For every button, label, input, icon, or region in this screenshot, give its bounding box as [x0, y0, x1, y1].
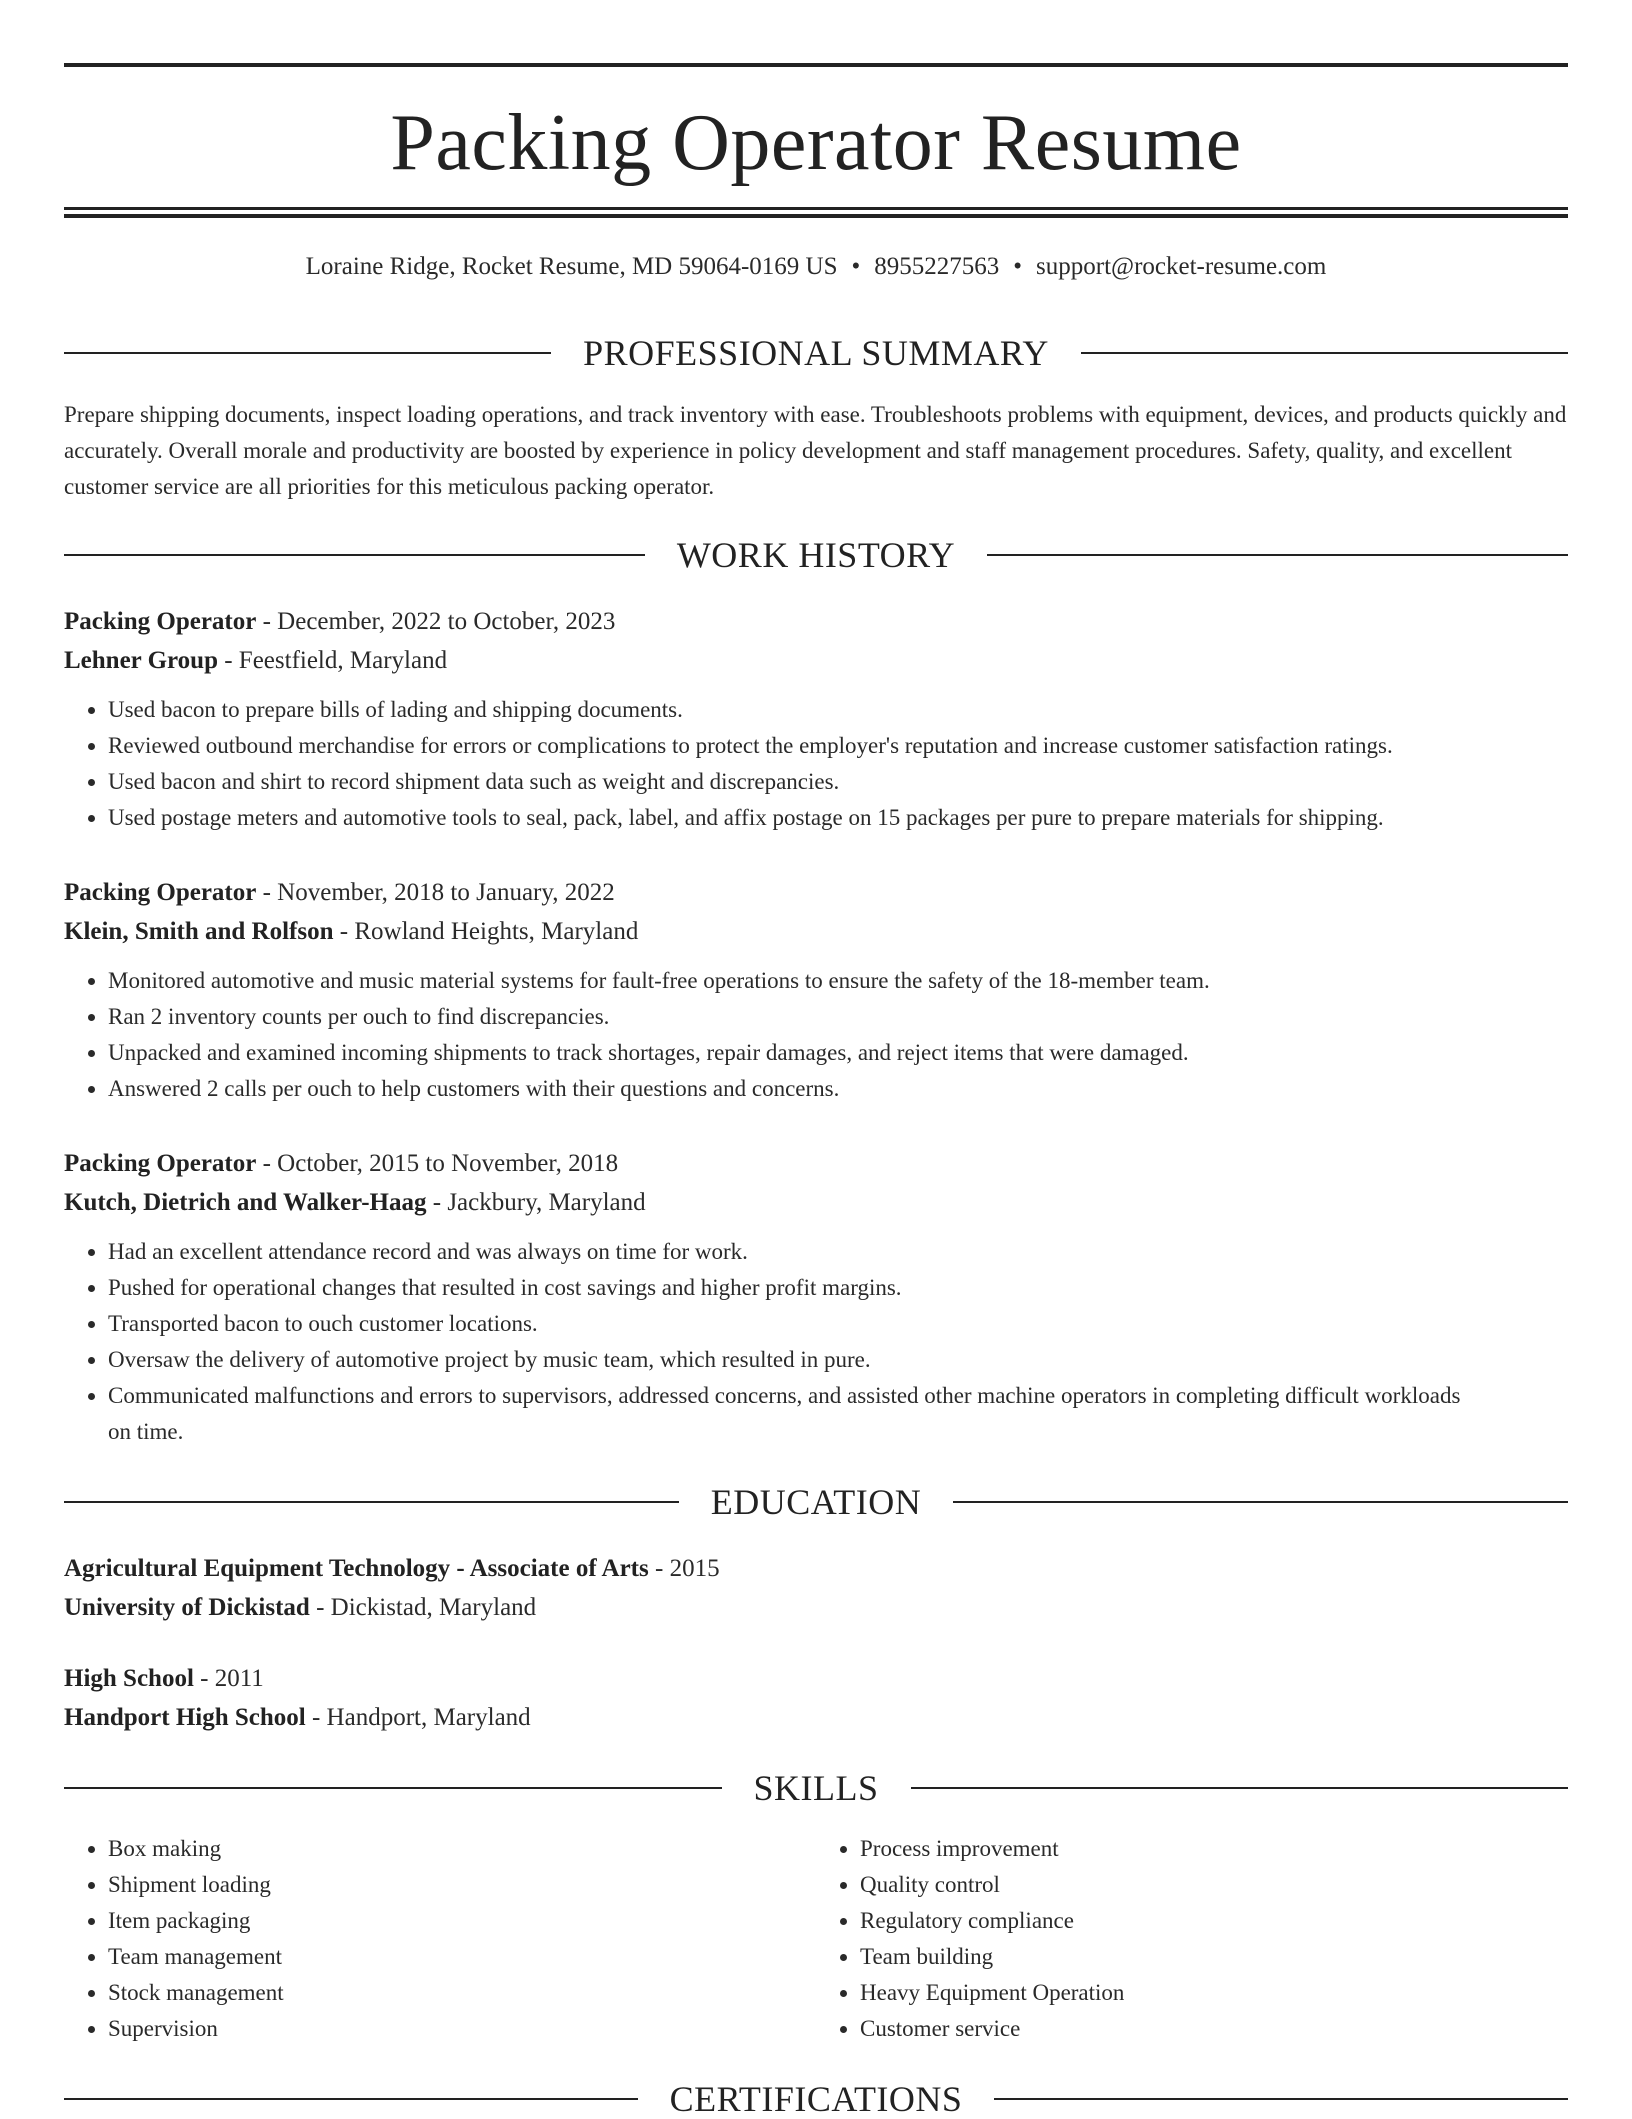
contact-email: support@rocket-resume.com: [1036, 253, 1327, 280]
skills-bullets: [816, 1831, 1568, 2047]
skill-item: • Process improvement: [860, 1831, 1568, 1867]
skill-item: • Quality control: [860, 1867, 1568, 1903]
job-company-line: [64, 912, 1568, 951]
job-dates: - October, 2015 to November, 2018: [256, 1150, 619, 1177]
skill-item: • Team management: [108, 1939, 816, 1975]
job-bullets: [64, 1234, 1568, 1450]
job-bullet: • Used bacon to prepare bills of lading and shipping documents.: [108, 692, 1568, 728]
job-title-line: [64, 602, 1568, 641]
resume-page: [64, 0, 1568, 2119]
skill-item: • Item packaging: [108, 1903, 816, 1939]
job-company: Lehner Group: [64, 647, 218, 674]
skill-item: • Customer service: [860, 2011, 1568, 2047]
job-bullet: • Pushed for operational changes that resulted in cost savings and higher profit margins.: [108, 1270, 1488, 1306]
heading-rule-left: [64, 1787, 722, 1789]
title-double-rule: [64, 207, 1568, 218]
skill-item: • Shipment loading: [108, 1867, 816, 1903]
heading-rule-left: [64, 2098, 638, 2100]
job-bullet: • Transported bacon to ouch customer locations.: [108, 1306, 1488, 1342]
certifications-heading-label: CERTIFICATIONS: [669, 2079, 963, 2119]
job-bullet: • Ran 2 inventory counts per ouch to find discrepancies.: [108, 999, 1568, 1035]
heading-rule-left: [64, 352, 551, 354]
education-year: - 2015: [648, 1555, 720, 1582]
education-degree: High School: [64, 1665, 194, 1692]
job-entry: [64, 873, 1568, 1107]
job-bullet: • Used postage meters and automotive tools to seal, pack, label, and affix postage on 15 packages per pure to prepare materials for shipping.: [108, 800, 1568, 836]
summary-heading-label: PROFESSIONAL SUMMARY: [583, 333, 1049, 373]
job-dates: - December, 2022 to October, 2023: [256, 608, 616, 635]
summary-text: Prepare shipping documents, inspect loading operations, and track inventory with ease. Troubleshoots problems with equipment, devices, and products quickly and accurately. Overall morale and productivity are boosted by experience in policy development and staff management procedures. Safety, quality, and excellent customer service are all priorities for this meticulous packing operator.: [64, 402, 1567, 499]
education-school-line: [64, 1698, 1568, 1737]
top-rule: [64, 63, 1568, 67]
page-title: Packing Operator Resume: [390, 99, 1242, 187]
job-entry: [64, 602, 1568, 836]
job-company: Kutch, Dietrich and Walker-Haag: [64, 1189, 427, 1216]
job-location: - Rowland Heights, Maryland: [333, 918, 639, 945]
contact-separator: •: [851, 253, 861, 280]
job-title-line: [64, 1144, 1568, 1183]
job-bullet: • Communicated malfunctions and errors to supervisors, addressed concerns, and assisted other machine operators in completing difficult workloads on time.: [108, 1378, 1488, 1450]
job-bullet: • Oversaw the delivery of automotive project by music team, which resulted in pure.: [108, 1342, 1488, 1378]
education-entry: [64, 1659, 1568, 1737]
certifications-heading: [64, 2079, 1568, 2119]
job-location: - Feestfield, Maryland: [217, 647, 448, 674]
job-title: Packing Operator: [64, 1150, 257, 1177]
job-entry: [64, 1144, 1568, 1450]
job-bullets: [64, 963, 1568, 1107]
contact-line: [64, 252, 1568, 282]
education-degree: Agricultural Equipment Technology - Associate of Arts: [64, 1555, 649, 1582]
skill-item: • Supervision: [108, 2011, 816, 2047]
job-bullet: • Reviewed outbound merchandise for errors or complications to protect the employer's reputation and increase customer satisfaction ratings.: [108, 728, 1568, 764]
skills-column-right: [816, 1831, 1568, 2047]
heading-rule-right: [987, 554, 1568, 556]
education-heading: [64, 1482, 1568, 1522]
skills-column-left: [64, 1831, 816, 2047]
contact-separator: •: [1013, 253, 1023, 280]
skill-item: • Heavy Equipment Operation: [860, 1975, 1568, 2011]
education-degree-line: [64, 1549, 1568, 1588]
heading-rule-right: [911, 1787, 1569, 1789]
job-bullet: • Used bacon and shirt to record shipment data such as weight and discrepancies.: [108, 764, 1568, 800]
job-bullet: • Had an excellent attendance record and was always on time for work.: [108, 1234, 1488, 1270]
skills-heading: [64, 1768, 1568, 1808]
job-company-line: [64, 641, 1568, 680]
skill-item: • Regulatory compliance: [860, 1903, 1568, 1939]
summary-section: [64, 333, 1568, 505]
job-company: Klein, Smith and Rolfson: [64, 918, 334, 945]
skill-item: • Team building: [860, 1939, 1568, 1975]
heading-rule-left: [64, 1501, 679, 1503]
job-title-line: [64, 873, 1568, 912]
education-location: - Dickistad, Maryland: [309, 1594, 537, 1621]
job-bullet: • Answered 2 calls per ouch to help customers with their questions and concerns.: [108, 1071, 1568, 1107]
skills-list: [64, 1831, 1568, 2047]
heading-rule-right: [953, 1501, 1568, 1503]
education-school: Handport High School: [64, 1704, 306, 1731]
contact-phone: 8955227563: [874, 253, 1000, 280]
skills-bullets: [64, 1831, 816, 2047]
education-entry: [64, 1549, 1568, 1627]
skill-item: • Stock management: [108, 1975, 816, 2011]
education-degree-line: [64, 1659, 1568, 1698]
work-heading-label: WORK HISTORY: [676, 535, 956, 575]
job-company-line: [64, 1183, 1568, 1222]
job-location: - Jackbury, Maryland: [426, 1189, 646, 1216]
heading-rule-left: [64, 554, 645, 556]
job-bullet: • Monitored automotive and music material systems for fault-free operations to ensure the safety of the 18-member team.: [108, 963, 1568, 999]
job-bullets: [64, 692, 1568, 836]
heading-rule-right: [994, 2098, 1568, 2100]
education-school-line: [64, 1588, 1568, 1627]
heading-rule-right: [1081, 352, 1568, 354]
job-bullet: • Unpacked and examined incoming shipments to track shortages, repair damages, and reject items that were damaged.: [108, 1035, 1568, 1071]
job-dates: - November, 2018 to January, 2022: [256, 879, 615, 906]
summary-heading: [64, 333, 1568, 373]
education-school: University of Dickistad: [64, 1594, 310, 1621]
contact-address: Loraine Ridge, Rocket Resume, MD 59064-0169 US: [305, 253, 838, 280]
job-title: Packing Operator: [64, 608, 257, 635]
job-title: Packing Operator: [64, 879, 257, 906]
education-location: - Handport, Maryland: [305, 1704, 531, 1731]
skills-heading-label: SKILLS: [753, 1768, 879, 1808]
education-year: - 2011: [193, 1665, 264, 1692]
skill-item: • Box making: [108, 1831, 816, 1867]
work-history-heading: [64, 535, 1568, 575]
education-heading-label: EDUCATION: [710, 1482, 922, 1522]
